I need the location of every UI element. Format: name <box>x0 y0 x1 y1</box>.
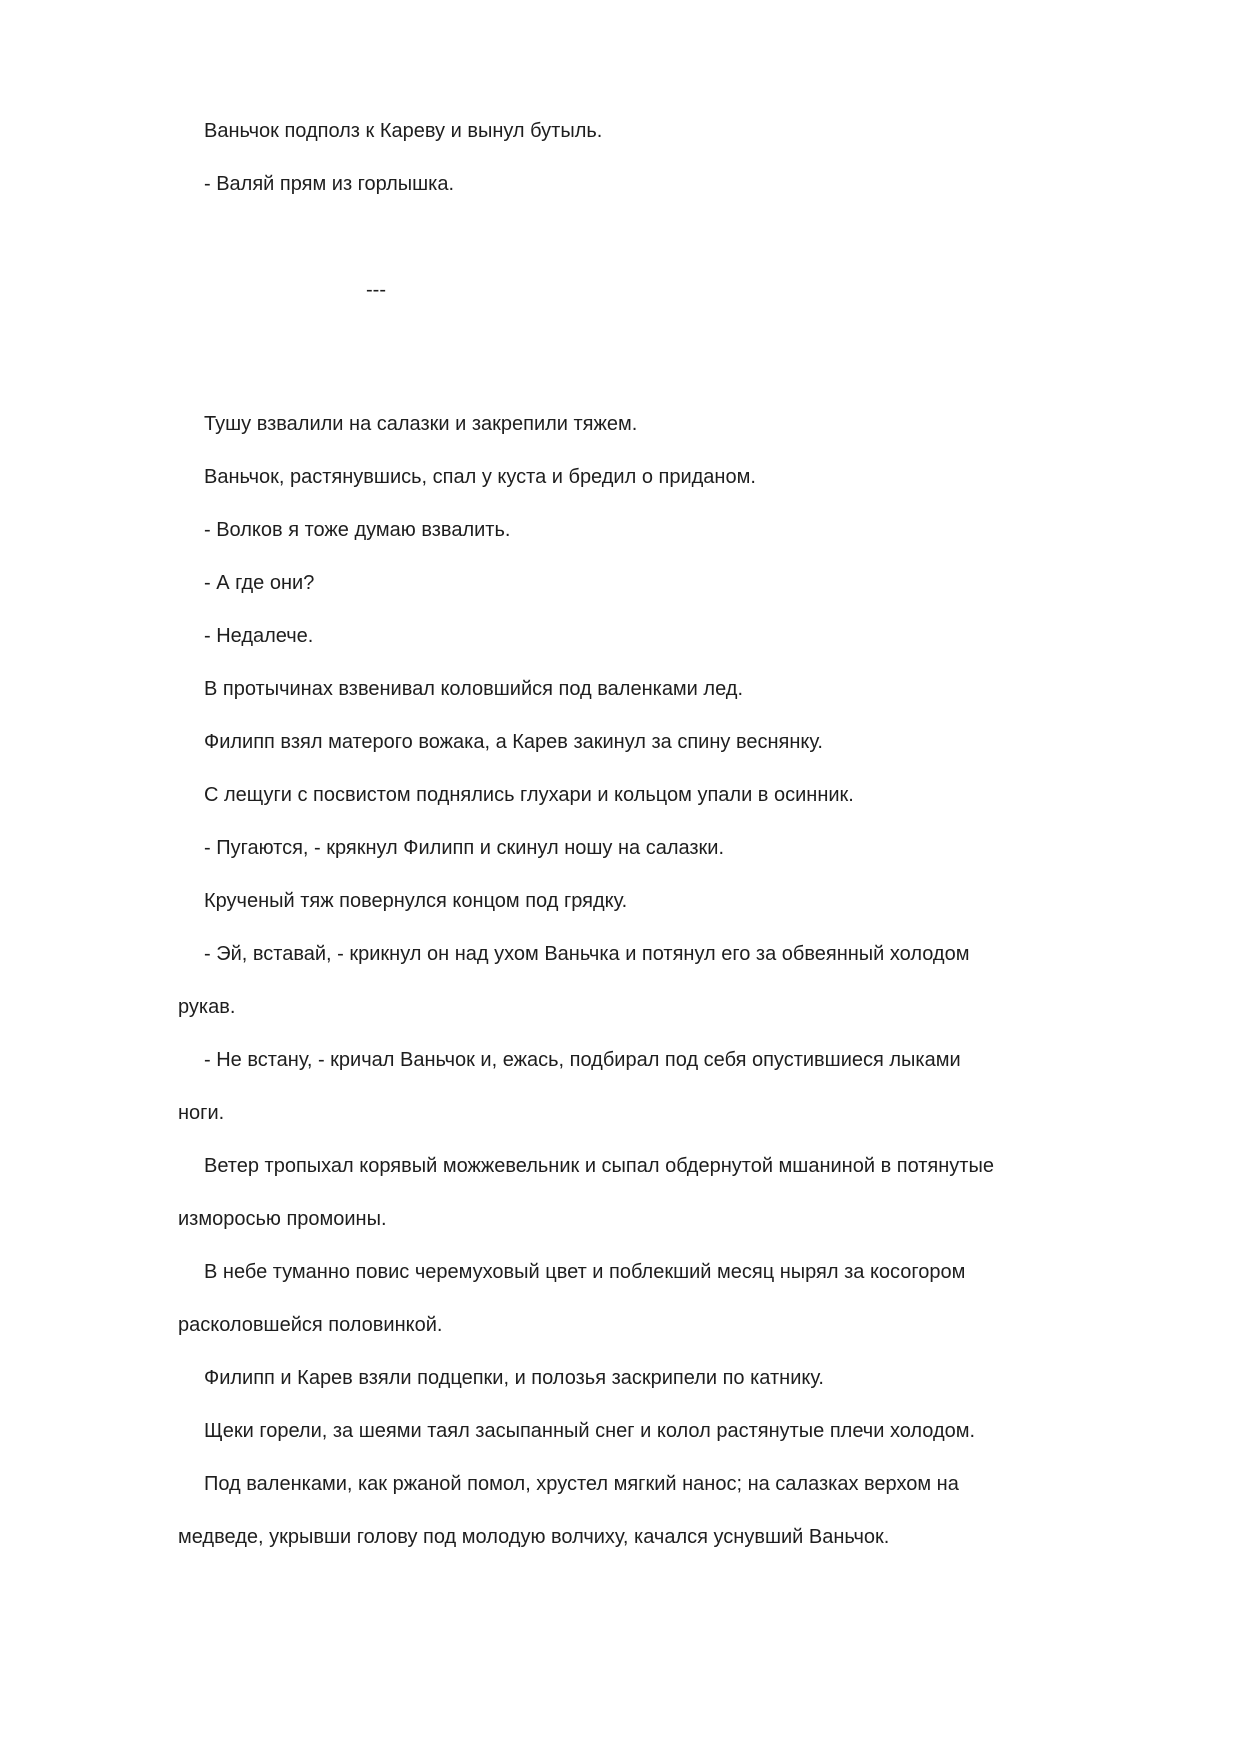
paragraph: - Не встану, - кричал Ваньчок и, ежась, подбирал под себя опустившиеся лыками ноги. <box>178 1049 961 1124</box>
paragraph: Под валенками, как ржаной помол, хрустел мягкий нанос; на салазках верхом на медведе, укрывши голову под молодую волчиху, качался уснувший Ваньчок. <box>178 1473 959 1548</box>
section-separator: --- <box>366 279 386 301</box>
paragraph: Тушу взвалили на салазки и закрепили тяжем. <box>204 413 638 435</box>
paragraph: - Эй, вставай, - крикнул он над ухом Ваньчка и потянул его за обвеянный холодом рукав. <box>178 943 970 1018</box>
paragraph: Ветер тропыхал корявый можжевельник и сыпал обдернутой мшаниной в потянутые изморосью промоины. <box>178 1155 994 1230</box>
paragraph: Филипп и Карев взяли подцепки, и полозья заскрипели по катнику. <box>204 1367 824 1389</box>
paragraph: Филипп взял матерого вожака, а Карев закинул за спину веснянку. <box>204 731 823 753</box>
paragraph: Щеки горели, за шеями таял засыпанный снег и колол растянутые плечи холодом. <box>204 1420 976 1442</box>
paragraph: - А где они? <box>204 572 315 594</box>
paragraph: - Валяй прям из горлышка. <box>204 173 455 195</box>
paragraph: В протычинах взвенивал коловшийся под валенками лед. <box>204 678 743 700</box>
paragraph: - Недалече. <box>204 625 314 647</box>
paragraph: Ваньчок подполз к Кареву и вынул бутыль. <box>204 120 603 142</box>
paragraph: - Пугаются, - крякнул Филипп и скинул ношу на салазки. <box>204 837 725 859</box>
document-body <box>178 0 1008 1564</box>
paragraph: - Волков я тоже думаю взвалить. <box>204 519 511 541</box>
paragraph: Крученый тяж повернулся концом под грядку. <box>204 890 628 912</box>
paragraph: С лещуги с посвистом поднялись глухари и кольцом упали в осинник. <box>204 784 854 806</box>
paragraph: В небе туманно повис черемуховый цвет и поблекший месяц нырял за косогором расколовшейся половинкой. <box>178 1261 966 1336</box>
paragraph: Ваньчок, растянувшись, спал у куста и бредил о приданом. <box>204 466 756 488</box>
